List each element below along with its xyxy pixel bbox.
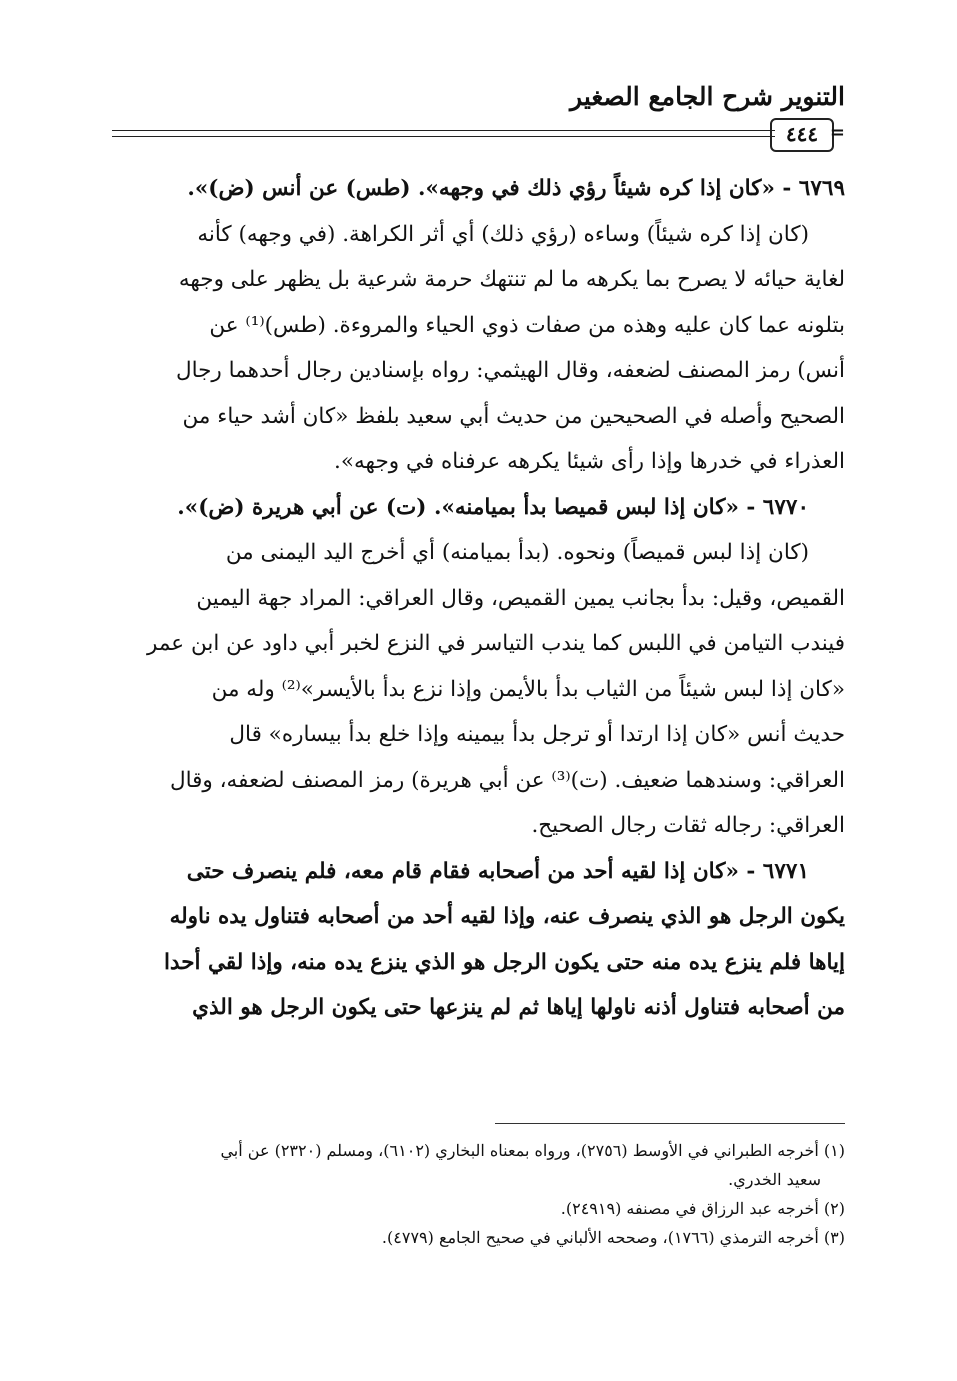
main-text	[112, 166, 845, 1031]
hadith-line: إياها فلم ينزع يده منه حتى يكون الرجل هو الذي ينزع يده منه، وإذا لقي أحدا	[163, 949, 845, 975]
footnote-separator	[495, 1123, 845, 1124]
footnote-1: (١) أخرجه الطبراني في الأوسط (٢٧٥٦)، ورواه بمعناه البخاري (٦١٠٢)، ومسلم (٢٣٢٠) عن أبي	[220, 1141, 845, 1160]
page-number-ornament: =	[829, 122, 845, 143]
commentary-line: حديث أنس «كان إذا ارتدا أو ترجل بدأ بيمينه وإذا خلع بدأ بيساره» قال	[229, 722, 845, 747]
hadith-line: يكون الرجل هو الذي ينصرف عنه، وإذا لقيه أحد من أصحابه فتناول يده ناوله	[169, 904, 845, 929]
commentary-line: (كان إذا كره شيئاً) وساءه (رؤي ذلك) أي أثر الكراهة. (في وجهه) كأنه	[197, 221, 809, 247]
commentary-line: العذراء في خدرها وإذا رأى شيئا يكرهه عرفناه في وجهه».	[334, 449, 845, 474]
header-rule-bottom	[112, 136, 775, 137]
footnote-1-continued: سعيد الخدري.	[728, 1170, 821, 1189]
footnote-3: (٣) أخرجه الترمذي (١٧٦٦)، وصححه الألباني في صحيح الجامع (٤٧٧٩).	[381, 1228, 845, 1247]
commentary-line: القميص، وقيل: بدأ بجانب يمين القميص، وقال العراقي: المراد جهة اليمين	[196, 585, 845, 611]
commentary-line: العراقي: وسندهما ضعيف. (ت)⁽³⁾ عن أبي هريرة) رمز المصنف لضعفه، وقال	[169, 767, 845, 793]
commentary-line: العراقي: رجاله ثقات رجال الصحيح.	[531, 813, 845, 838]
footnotes	[112, 1136, 845, 1252]
commentary-line: (كان إذا لبس قميصاً) ونحوه. (بدأ بميامنه) أي أخرج اليد اليمنى من	[225, 540, 809, 565]
header-rule-top	[112, 130, 775, 131]
commentary-line: لغاية حيائه لا يصرح بما يكرهه ما لم تنتهك حرمة شرعية بل يظهر على وجهه	[178, 267, 845, 292]
commentary-line: فيندب التيامن في اللبس كما يندب التياسر في النزع لخبر أبي داود عن ابن عمر	[147, 631, 845, 656]
commentary-line: أنس) رمز المصنف لضعفه، وقال الهيثمي: رواه بإسنادين رجال أحدهما رجال	[175, 358, 845, 383]
hadith-line: من أصحابه فتناول أذنه ناولها إياها ثم لم ينزعها حتى يكون الرجل هو الذي	[192, 995, 845, 1020]
hadith-6771: ٦٧٧١ - «كان إذا لقيه أحد من أصحابه فقام قام معه، فلم ينصرف حتى	[186, 858, 809, 884]
commentary-line: بتلونه عما كان عليه وهذه من صفات ذوي الحياء والمروءة. (طس)⁽¹⁾ عن	[209, 312, 845, 338]
hadith-6770: ٦٧٧٠ - «كان إذا لبس قميصا بدأ بميامنه». (ت) عن أبي هريرة (ض)».	[177, 494, 809, 520]
commentary-line: الصحيح وأصله في الصحيحين من حديث أبي سعيد بلفظ «كان أشد حياء من	[182, 403, 845, 429]
page-number-box: ٤٤٤	[770, 118, 834, 152]
running-header-title: التنوير شرح الجامع الصغير	[570, 82, 845, 111]
commentary-line: «كان إذا لبس شيئاً من الثياب بدأ بالأيمن وإذا نزع بدأ بالأيسر»⁽²⁾ وله من	[211, 676, 845, 702]
footnote-2: (٢) أخرجه عبد الرزاق في مصنفه (٢٤٩١٩).	[560, 1199, 845, 1218]
hadith-6769: ٦٧٦٩ - «كان إذا كره شيئاً رؤي ذلك في وجهه». (طس) عن أنس (ض)».	[187, 176, 845, 201]
